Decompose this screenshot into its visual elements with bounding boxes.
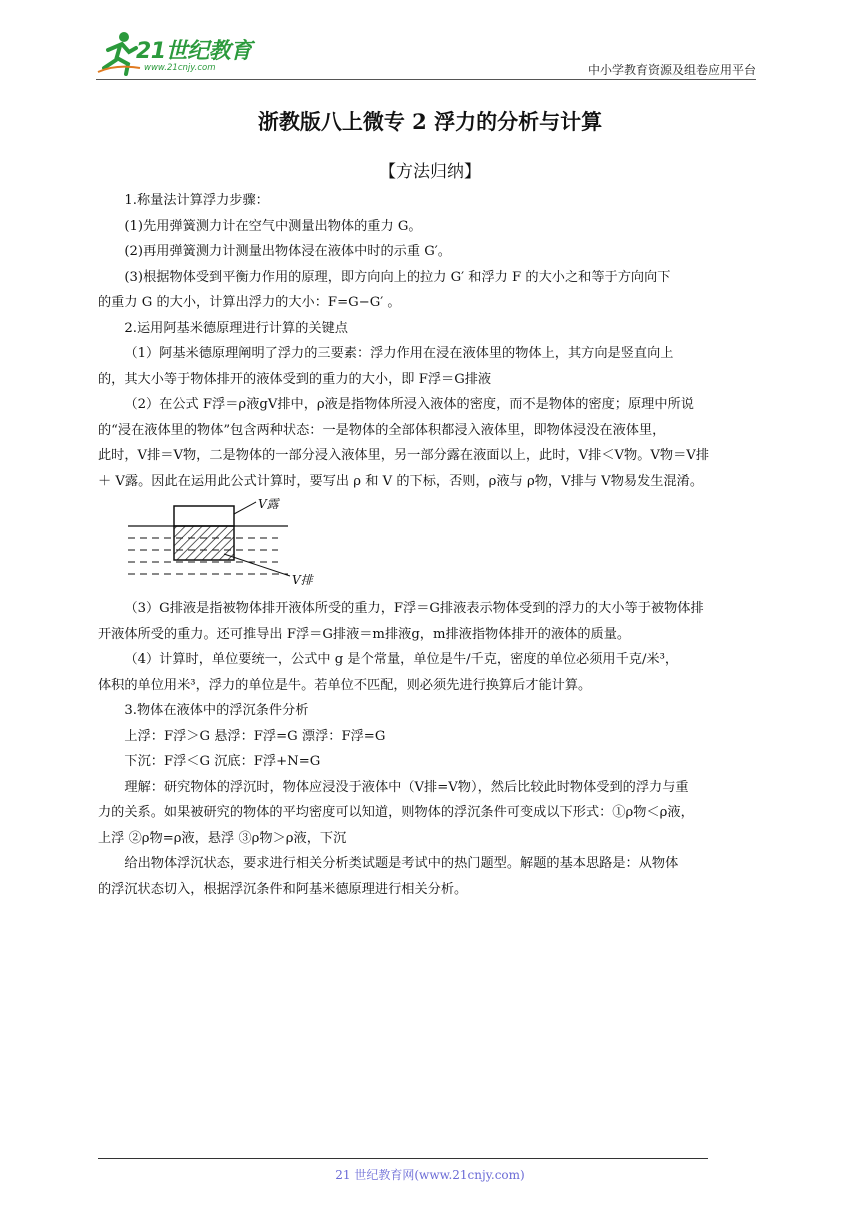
section3-p1-line3: 上浮 ②ρ物=ρ液，悬浮 ③ρ物＞ρ液，下沉: [98, 830, 347, 846]
section2-p3-line1: （3）G排液是指被物体排开液体所受的重力，F浮＝G排液表示物体受到的浮力的大小等于被物体排: [124, 601, 704, 616]
footer-link[interactable]: 21 世纪教育网(www.21cnjy.com): [335, 1168, 525, 1182]
section3-p1-line1: 理解：研究物体的浮沉时，物体应浸没于液体中（V排=V物），然后比较此时物体受到的浮力与重: [124, 779, 689, 795]
floating-block-diagram: [128, 498, 328, 594]
section3-p2-line1: 给出物体浮沉状态，要求进行相关分析类试题是考试中的热门题型。解题的基本思路是：从物体: [124, 856, 679, 871]
section1-step3-line1: (3)根据物体受到平衡力作用的原理，即方向向上的拉力 G′ 和浮力 F 的大小之和等于方向向下: [124, 269, 671, 285]
section2-p1-line2: 的，其大小等于物体排开的液体受到的重力的大小，即 F浮＝G排液: [98, 371, 492, 387]
section2-p1-line1: （1）阿基米德原理阐明了浮力的三要素：浮力作用在浸在液体里的物体上，其方向是竖直向上: [124, 346, 674, 361]
document-body: [98, 188, 764, 902]
section2-p4-line1: （4）计算时，单位要统一，公式中 g 是个常量，单位是牛/千克，密度的单位必须用千克/米³，: [124, 652, 679, 667]
section3-line2: 下沉：F浮＜G 沉底：F浮+N=G: [124, 754, 321, 769]
page-header: [96, 28, 756, 80]
logo-url: www.21cnjy.com: [144, 63, 216, 73]
section2-p4-line2: 体积的单位用米³，浮力的单位是牛。若单位不匹配，则必须先进行换算后才能计算。: [98, 677, 592, 693]
section2-p2-line2: 的“浸在液体里的物体”包含两种状态：一是物体的全部体积都浸入液体里，即物体浸没在液体里，: [98, 422, 666, 438]
platform-name: 中小学教育资源及组卷应用平台: [587, 63, 756, 77]
section2-p3-line2: 开液体所受的重力。还可推导出 F浮＝G排液＝m排液g，m排液指物体排开的液体的质量。: [98, 626, 631, 642]
block-submerged: [174, 526, 234, 560]
section2-p2-line3: 此时，V排＝V物，二是物体的一部分浸入液体里，另一部分露在液面以上，此时，V排＜V物。V物＝V排: [98, 448, 710, 463]
section3-line1: 上浮：F浮＞G 悬浮：F浮=G 漂浮：F浮=G: [124, 728, 386, 744]
section-subtitle: 【方法归纳】: [379, 162, 481, 182]
logo: [96, 28, 266, 80]
section1-step3-line2: 的重力 G 的大小，计算出浮力的大小：F=G−G′ 。: [98, 295, 401, 310]
section1-step1: (1)先用弹簧测力计在空气中测量出物体的重力 G。: [124, 218, 422, 234]
section2-p2-line1: （2）在公式 F浮＝ρ液gV排中，ρ液是指物体所浸入液体的密度，而不是物体的密度；原理中所说: [124, 397, 694, 412]
v-exposed-label: V露: [258, 498, 279, 511]
section2-heading: 2.运用阿基米德原理进行计算的关键点: [124, 320, 348, 336]
section2-p2-line4: ＋ V露。因此在运用此公式计算时，要写出 ρ 和 V 的下标，否则，ρ液与 ρ物，V排与 V物易发生混淆。: [98, 473, 704, 489]
block-above-water: [174, 506, 234, 526]
section3-heading: 3.物体在液体中的浮沉条件分析: [124, 703, 309, 718]
section3-p2-line2: 的浮沉状态切入，根据浮沉条件和阿基米德原理进行相关分析。: [98, 881, 468, 897]
buoyancy-diagram: [128, 498, 328, 594]
section3-p1-line2: 力的关系。如果被研究的物体的平均密度可以知道，则物体的浮沉条件可变成以下形式：①ρ物＜ρ液，: [98, 805, 694, 820]
section1-heading: 1.称量法计算浮力步骤：: [124, 193, 269, 208]
document-title: 浙教版八上微专 2 浮力的分析与计算: [257, 109, 603, 134]
footer-divider: [98, 1158, 708, 1159]
v-displaced-label: V排: [292, 573, 313, 587]
header-divider: [96, 79, 756, 80]
section1-step2: (2)再用弹簧测力计测量出物体浸在液体中时的示重 G′。: [124, 244, 451, 259]
logo-text: 21世纪教育: [136, 39, 252, 64]
